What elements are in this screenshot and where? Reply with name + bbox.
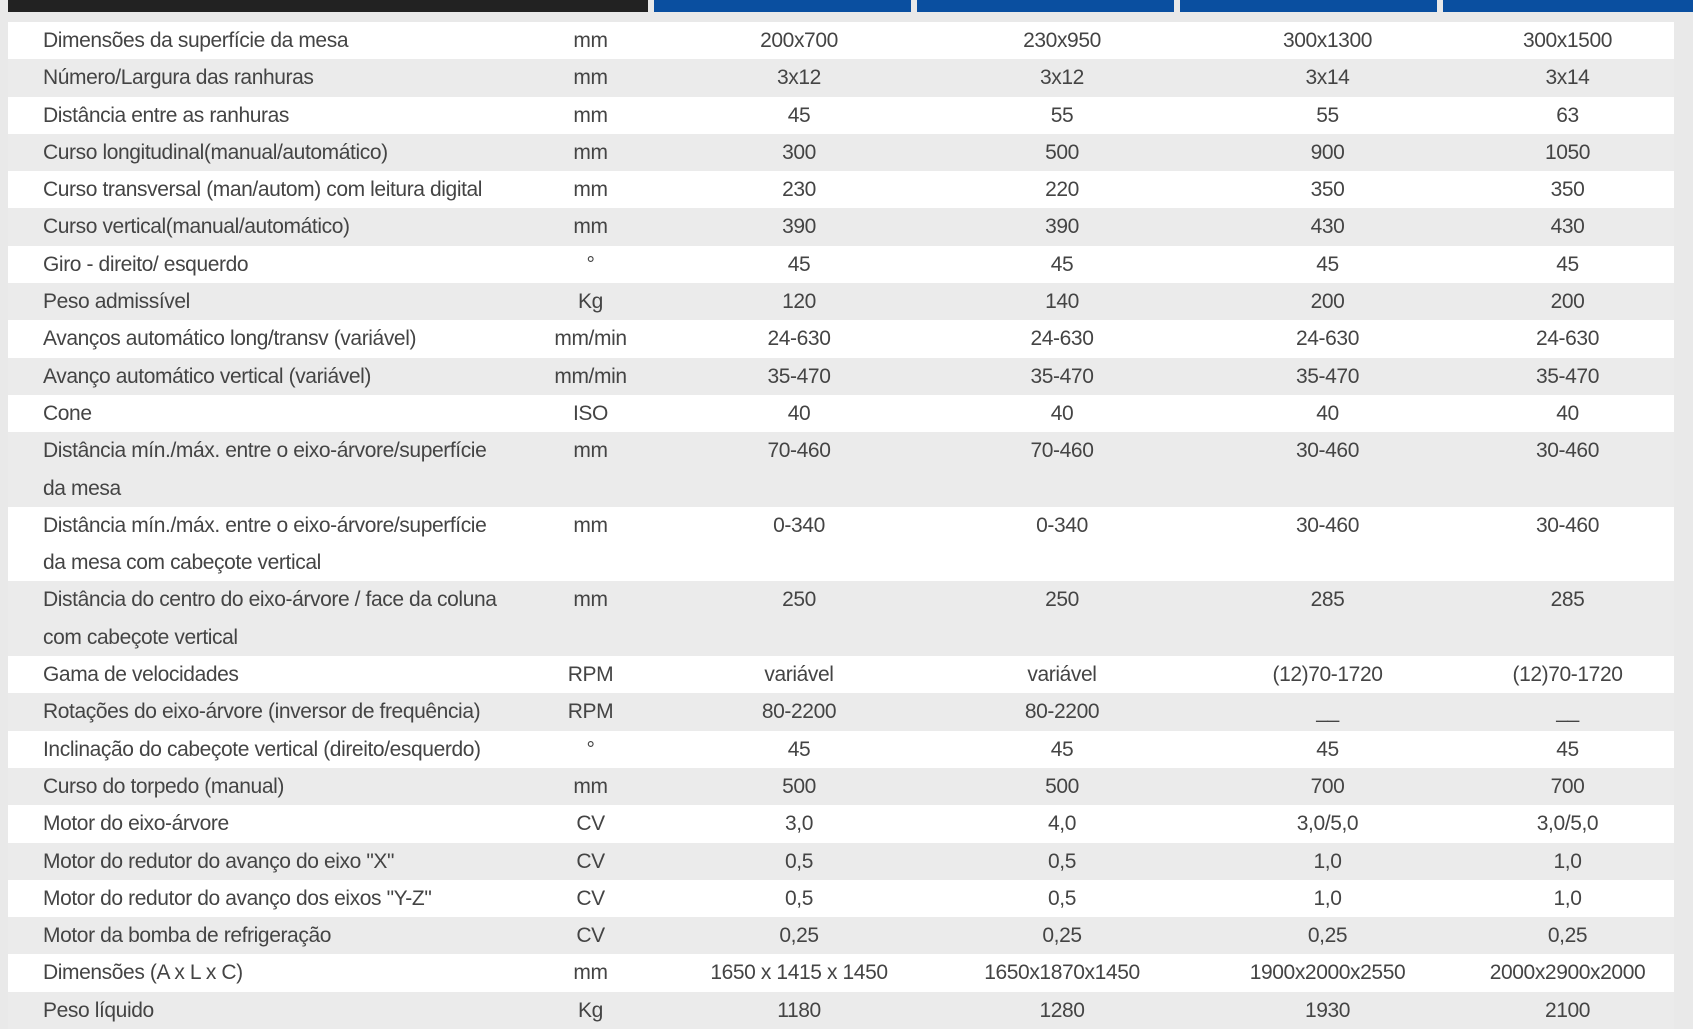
spec-value-model-1: 0,5 bbox=[785, 886, 813, 910]
spec-value-model-1: 500 bbox=[782, 774, 816, 798]
table-row bbox=[8, 917, 1674, 954]
spec-value-model-2: variável bbox=[1027, 663, 1097, 687]
spec-value-model-4: 1,0 bbox=[1553, 886, 1582, 910]
spec-unit: CV bbox=[576, 812, 605, 836]
table-row bbox=[8, 843, 1674, 880]
spec-value-model-4: 24-630 bbox=[1536, 327, 1599, 351]
spec-unit: mm bbox=[573, 29, 608, 52]
spec-value-model-2: 220 bbox=[1045, 178, 1079, 202]
spec-value-model-1: 200x700 bbox=[760, 29, 838, 52]
header-dark-cell bbox=[8, 0, 648, 12]
spec-value-model-3: 40 bbox=[1316, 401, 1339, 425]
spec-value-model-4: 430 bbox=[1550, 215, 1585, 239]
spec-value-model-1: 40 bbox=[787, 401, 811, 425]
table-row bbox=[8, 432, 1674, 507]
spec-unit: mm bbox=[573, 66, 608, 90]
spec-value-model-4: 2000x2900x2000 bbox=[1489, 961, 1646, 985]
spec-label: Inclinação do cabeçote vertical (direito/esquerdo) bbox=[43, 737, 481, 761]
header-model-2 bbox=[917, 0, 1174, 12]
spec-value-model-3: 24-630 bbox=[1296, 327, 1359, 351]
spec-value-model-2: 3x12 bbox=[1040, 66, 1084, 90]
table-row bbox=[8, 395, 1674, 432]
spec-value-model-3: 200 bbox=[1310, 290, 1345, 314]
spec-value-model-1: 0,5 bbox=[785, 849, 813, 873]
spec-value-model-4: 40 bbox=[1556, 401, 1579, 425]
spec-value-model-1: variável bbox=[764, 663, 834, 687]
spec-value-model-2: 4,0 bbox=[1048, 812, 1076, 836]
spec-value-model-3: (12)70-1720 bbox=[1272, 663, 1383, 687]
spec-unit: mm bbox=[573, 103, 608, 127]
table-row bbox=[8, 22, 1674, 59]
spec-unit: CV bbox=[576, 924, 605, 948]
table-row bbox=[8, 208, 1674, 245]
spec-value-model-4: 1050 bbox=[1544, 140, 1591, 164]
spec-value-model-3: 350 bbox=[1310, 178, 1345, 202]
spec-unit: mm bbox=[573, 513, 608, 537]
spec-label: Avanços automático long/transv (variável) bbox=[43, 327, 417, 351]
table-row bbox=[8, 320, 1674, 357]
spec-value-model-1: 45 bbox=[787, 103, 811, 127]
spec-unit: mm bbox=[573, 588, 608, 612]
spec-value-model-3: 45 bbox=[1316, 252, 1339, 276]
spec-unit: Kg bbox=[578, 998, 603, 1022]
spec-value-model-2: 0,5 bbox=[1048, 849, 1076, 873]
table-row bbox=[8, 992, 1674, 1029]
spec-value-model-2: 45 bbox=[1050, 737, 1074, 761]
spec-unit: ° bbox=[586, 737, 595, 761]
spec-value-model-1: 250 bbox=[782, 588, 816, 612]
spec-value-model-2: 250 bbox=[1045, 588, 1079, 612]
spec-value-model-3: 1930 bbox=[1304, 998, 1351, 1022]
table-row bbox=[8, 358, 1674, 395]
spec-value-model-4: 45 bbox=[1556, 252, 1579, 276]
table-row bbox=[8, 581, 1674, 656]
header-model-4 bbox=[1443, 0, 1693, 12]
spec-value-model-2: 35-470 bbox=[1030, 364, 1094, 388]
spec-value-model-3: 3,0/5,0 bbox=[1296, 812, 1359, 836]
spec-value-model-1: 1650 x 1415 x 1450 bbox=[710, 961, 888, 985]
header-model-3 bbox=[1180, 0, 1437, 12]
spec-value-model-2: 500 bbox=[1045, 774, 1079, 798]
spec-value-model-3: 35-470 bbox=[1296, 364, 1359, 388]
spec-value-model-1: 0-340 bbox=[773, 513, 825, 537]
spec-value-model-4: 200 bbox=[1550, 290, 1585, 314]
spec-value-model-4: 30-460 bbox=[1536, 439, 1599, 463]
spec-value-model-4: 63 bbox=[1556, 103, 1579, 127]
spec-value-model-2: 0,5 bbox=[1048, 886, 1076, 910]
spec-label: Gama de velocidades bbox=[43, 663, 239, 687]
spec-value-model-2: 0,25 bbox=[1042, 924, 1082, 948]
spec-value-model-4: (12)70-1720 bbox=[1512, 663, 1623, 687]
spec-value-model-3: 430 bbox=[1310, 215, 1345, 239]
spec-label: Curso do torpedo (manual) bbox=[43, 774, 284, 798]
spec-value-model-3: 1900x2000x2550 bbox=[1249, 961, 1406, 985]
table-row bbox=[8, 656, 1674, 693]
spec-value-model-2: 390 bbox=[1045, 215, 1079, 239]
spec-value-model-2: 1280 bbox=[1039, 998, 1085, 1022]
table-row bbox=[8, 134, 1674, 171]
spec-label: Motor do redutor do avanço dos eixos "Y-Z" bbox=[43, 886, 432, 910]
spec-value-model-3: 3x14 bbox=[1305, 66, 1350, 90]
spec-value-model-2: 230x950 bbox=[1023, 29, 1101, 52]
spec-value-model-3: 300x1300 bbox=[1282, 29, 1373, 52]
spec-label: Motor do eixo-árvore bbox=[43, 812, 229, 836]
spec-value-model-2: 40 bbox=[1050, 401, 1074, 425]
spec-value-model-2: 70-460 bbox=[1030, 439, 1094, 463]
spec-unit: CV bbox=[576, 886, 605, 910]
spec-value-model-1: 390 bbox=[782, 215, 816, 239]
spec-unit: mm/min bbox=[554, 327, 627, 351]
spec-value-model-3: 700 bbox=[1310, 774, 1345, 798]
spec-value-model-1: 120 bbox=[782, 290, 816, 314]
spec-label: Peso líquido bbox=[43, 998, 154, 1022]
spec-label: Rotações do eixo-árvore (inversor de frequência) bbox=[43, 700, 481, 724]
spec-value-model-2: 0-340 bbox=[1036, 513, 1088, 537]
spec-value-model-3: 1,0 bbox=[1313, 886, 1342, 910]
spec-value-model-4: 30-460 bbox=[1536, 513, 1599, 537]
spec-table-body bbox=[8, 22, 1674, 1029]
spec-value-model-1: 3,0 bbox=[785, 812, 813, 836]
spec-value-model-3: 30-460 bbox=[1296, 513, 1359, 537]
table-row bbox=[8, 954, 1674, 991]
table-header-strip bbox=[8, 0, 1693, 12]
spec-label: Distância mín./máx. entre o eixo-árvore/superfície da mesa com cabeçote vertical bbox=[43, 513, 487, 575]
spec-value-model-1: 1180 bbox=[777, 998, 821, 1022]
table-row bbox=[8, 59, 1674, 96]
spec-value-model-4: 35-470 bbox=[1536, 364, 1599, 388]
spec-unit: mm bbox=[573, 439, 608, 463]
spec-value-model-1: 230 bbox=[782, 178, 816, 202]
spec-unit: mm bbox=[573, 774, 608, 798]
spec-value-model-4: 1,0 bbox=[1553, 849, 1582, 873]
spec-value-model-4: 3,0/5,0 bbox=[1536, 812, 1599, 836]
spec-value-model-2: 80-2200 bbox=[1024, 700, 1100, 724]
spec-value-model-1: 45 bbox=[787, 737, 811, 761]
spec-unit: RPM bbox=[567, 700, 614, 724]
spec-label: Cone bbox=[43, 401, 92, 425]
spec-unit: mm bbox=[573, 178, 608, 202]
header-model-1 bbox=[654, 0, 911, 12]
spec-label: Número/Largura das ranhuras bbox=[43, 66, 314, 90]
spec-value-model-2: 1650x1870x1450 bbox=[984, 961, 1140, 985]
spec-unit: mm bbox=[573, 961, 608, 985]
spec-value-model-2: 24-630 bbox=[1030, 327, 1094, 351]
spec-label: Motor da bomba de refrigeração bbox=[43, 924, 331, 948]
spec-label: Motor do redutor do avanço do eixo "X" bbox=[43, 849, 395, 873]
spec-unit: mm/min bbox=[554, 364, 627, 388]
spec-unit: ISO bbox=[573, 401, 608, 425]
spec-label: Peso admissível bbox=[43, 290, 190, 314]
spec-unit: Kg bbox=[578, 290, 603, 314]
table-row bbox=[8, 693, 1674, 730]
table-row bbox=[8, 768, 1674, 805]
spec-value-model-4: 0,25 bbox=[1547, 924, 1588, 948]
table-row bbox=[8, 805, 1674, 842]
spec-unit: RPM bbox=[567, 663, 614, 687]
spec-label: Dimensões da superfície da mesa bbox=[43, 29, 349, 52]
spec-value-model-3: 900 bbox=[1310, 140, 1345, 164]
spec-value-model-1: 24-630 bbox=[767, 327, 831, 351]
spec-value-model-1: 80-2200 bbox=[761, 700, 837, 724]
table-row bbox=[8, 880, 1674, 917]
spec-value-model-3: 45 bbox=[1316, 737, 1339, 761]
spec-value-model-1: 70-460 bbox=[767, 439, 831, 463]
spec-value-model-3: 285 bbox=[1310, 588, 1345, 612]
spec-value-model-3: 55 bbox=[1316, 103, 1339, 127]
table-row bbox=[8, 731, 1674, 768]
spec-value-model-1: 3x12 bbox=[777, 66, 821, 90]
spec-label: Curso vertical(manual/automático) bbox=[43, 215, 350, 239]
spec-value-model-1: 35-470 bbox=[767, 364, 831, 388]
spec-value-model-3: __ bbox=[1316, 700, 1339, 724]
spec-value-model-1: 300 bbox=[782, 140, 816, 164]
spec-label: Distância mín./máx. entre o eixo-árvore/superfície da mesa bbox=[43, 439, 487, 500]
spec-value-model-2: 45 bbox=[1050, 252, 1074, 276]
spec-value-model-3: 30-460 bbox=[1296, 439, 1359, 463]
spec-value-model-4: 350 bbox=[1550, 178, 1585, 202]
spec-value-model-4: 285 bbox=[1550, 588, 1585, 612]
spec-value-model-2: 55 bbox=[1050, 103, 1074, 127]
spec-label: Distância entre as ranhuras bbox=[43, 103, 289, 127]
table-row bbox=[8, 171, 1674, 208]
spec-value-model-1: 0,25 bbox=[779, 924, 819, 948]
spec-unit: mm bbox=[573, 215, 608, 239]
spec-value-model-3: 0,25 bbox=[1307, 924, 1348, 948]
spec-value-model-4: 300x1500 bbox=[1522, 29, 1613, 52]
table-row bbox=[8, 507, 1674, 582]
spec-value-model-4: __ bbox=[1556, 700, 1579, 724]
spec-unit: ° bbox=[586, 252, 595, 276]
spec-label: Giro - direito/ esquerdo bbox=[43, 252, 249, 276]
spec-value-model-1: 45 bbox=[787, 252, 811, 276]
spec-label: Distância do centro do eixo-árvore / face da coluna com cabeçote vertical bbox=[43, 588, 497, 649]
spec-value-model-4: 3x14 bbox=[1545, 66, 1590, 90]
spec-value-model-4: 45 bbox=[1556, 737, 1579, 761]
spec-unit: mm bbox=[573, 140, 608, 164]
spec-value-model-2: 140 bbox=[1045, 290, 1079, 314]
spec-value-model-4: 700 bbox=[1550, 774, 1585, 798]
spec-table bbox=[8, 22, 1674, 1029]
spec-label: Dimensões (A x L x C) bbox=[43, 961, 243, 985]
spec-label: Curso transversal (man/autom) com leitura digital bbox=[43, 178, 483, 202]
table-row bbox=[8, 283, 1674, 320]
spec-label: Curso longitudinal(manual/automático) bbox=[43, 140, 388, 164]
header-gap bbox=[8, 12, 1674, 22]
spec-value-model-3: 1,0 bbox=[1313, 849, 1342, 873]
spec-unit: CV bbox=[576, 849, 605, 873]
table-row bbox=[8, 246, 1674, 283]
spec-value-model-2: 500 bbox=[1045, 140, 1079, 164]
table-row bbox=[8, 97, 1674, 134]
spec-label: Avanço automático vertical (variável) bbox=[43, 364, 371, 388]
spec-value-model-4: 2100 bbox=[1544, 998, 1591, 1022]
